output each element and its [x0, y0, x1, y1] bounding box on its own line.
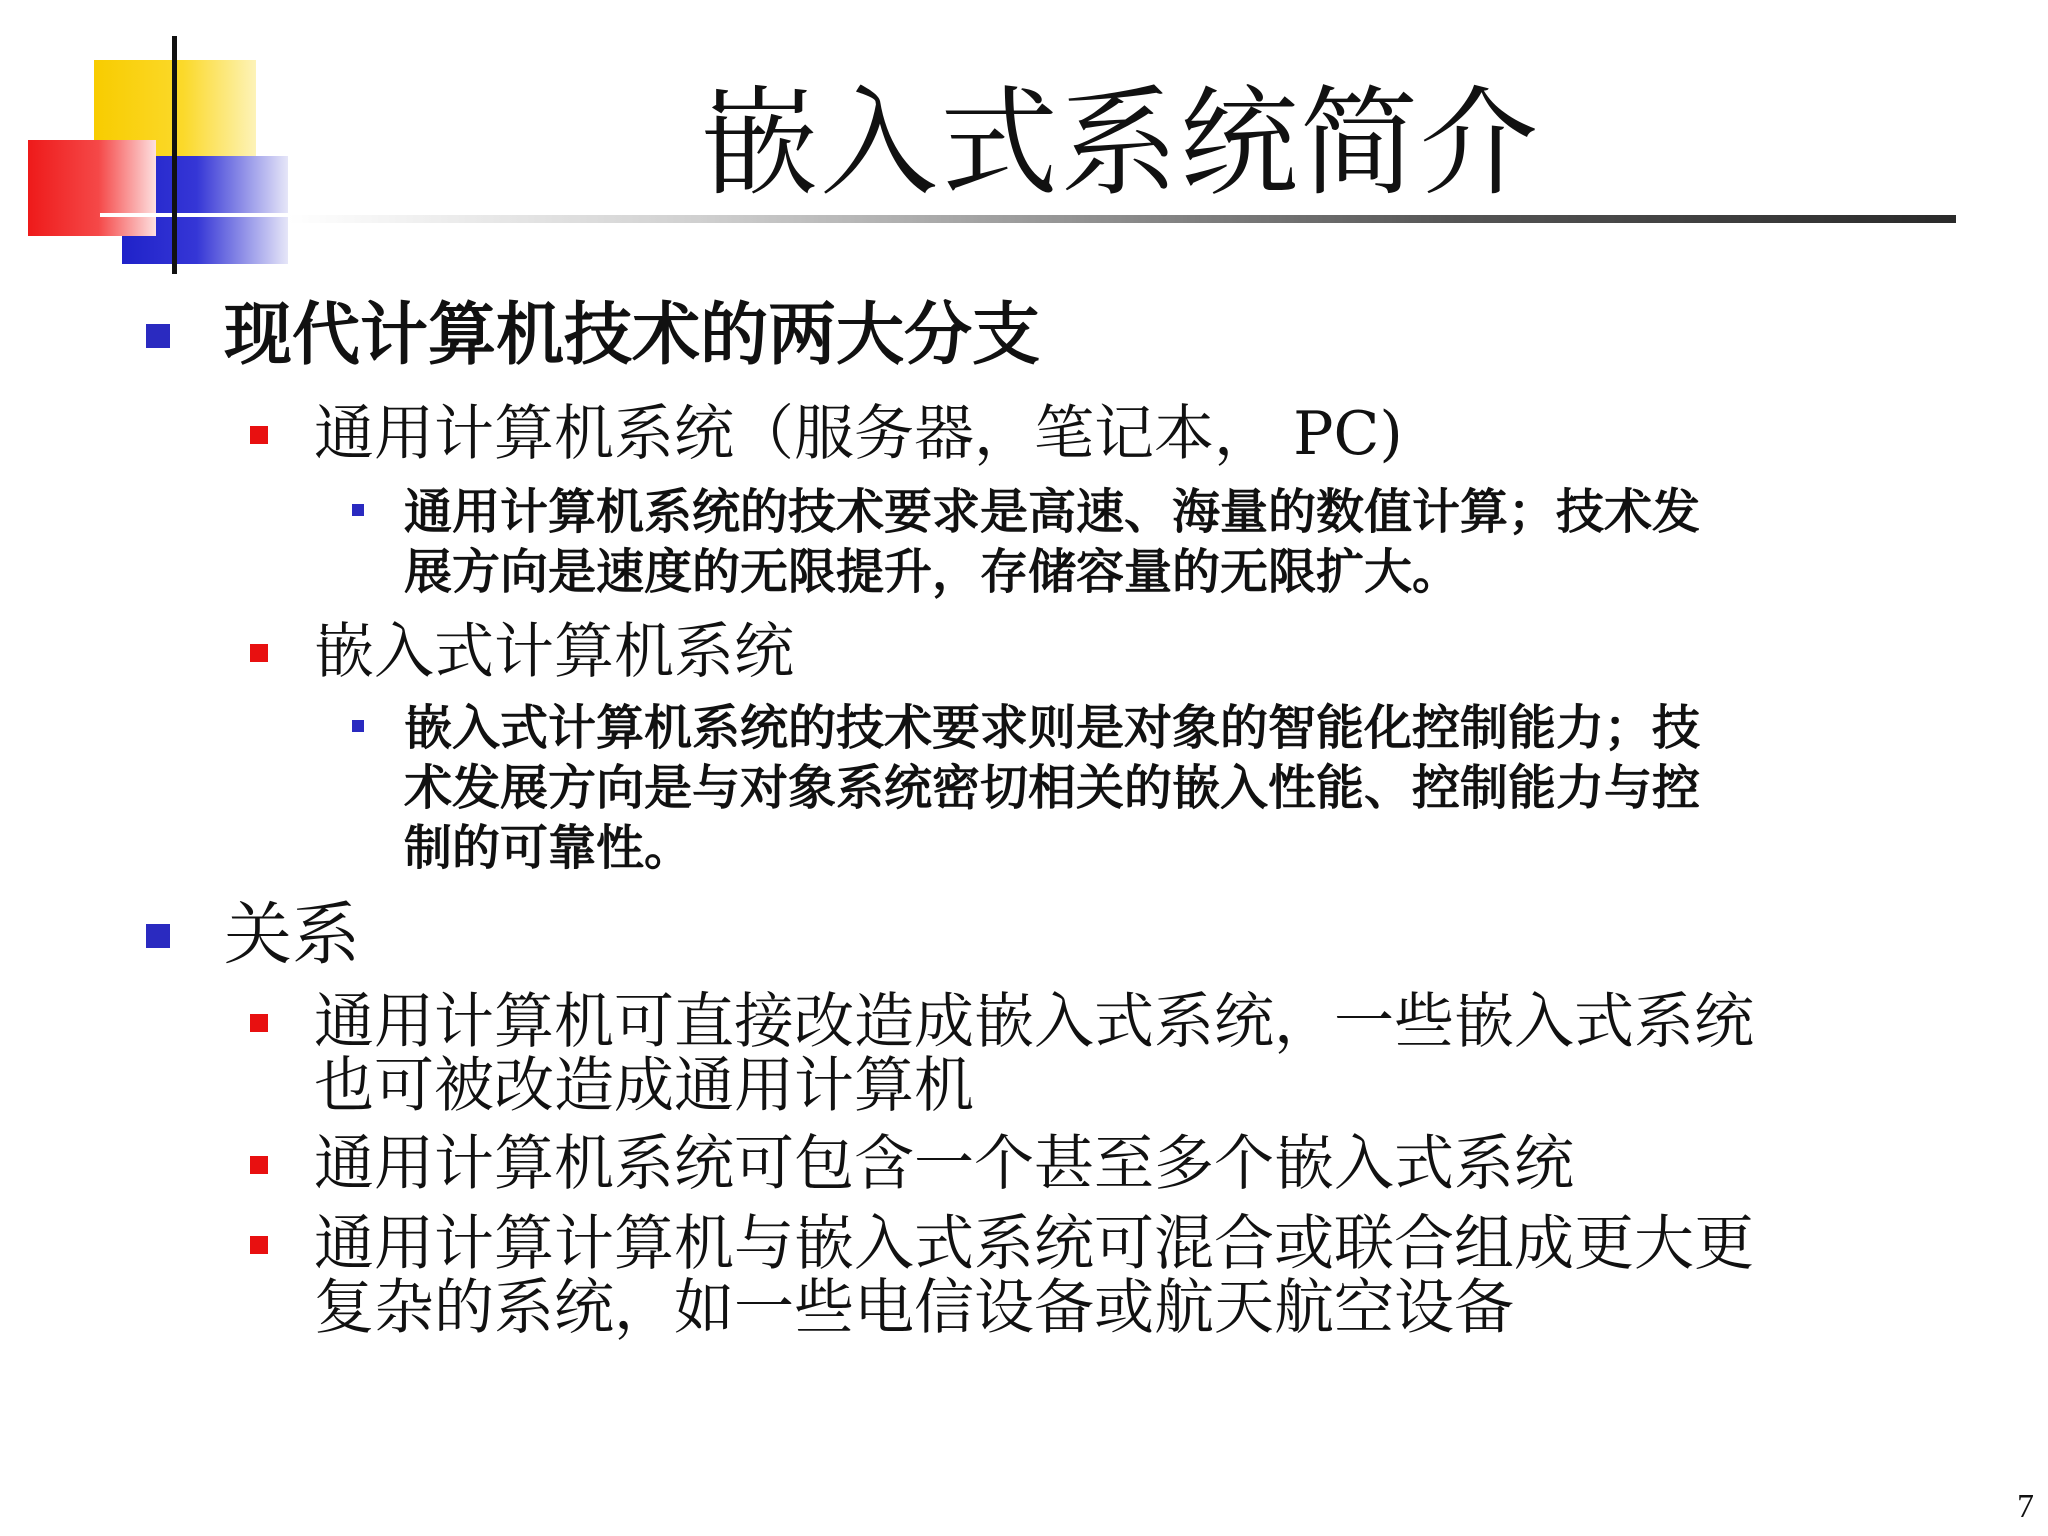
bullet-heading-relation [146, 896, 360, 976]
bullet-text: 通用计算计算机与嵌入式系统可混合或联合组成更大更 [314, 1209, 1754, 1279]
bullet-text: 嵌入式计算机系统 [314, 617, 794, 687]
square-bullet-icon [250, 644, 268, 662]
decor-white-line [100, 213, 290, 217]
bullet-heading-branches [146, 296, 1040, 376]
bullet-embedded-computer [250, 617, 794, 687]
detail-line: 制的可靠性。 [404, 820, 693, 876]
bullet-general-computer [250, 399, 1403, 469]
bullet-relation-contain [250, 1129, 1574, 1199]
decor-red-square [28, 140, 156, 236]
square-bullet-icon [250, 1014, 268, 1032]
bullet-relation-combine [250, 1209, 1754, 1343]
square-bullet-icon [250, 426, 268, 444]
detail-line: 通用计算机系统的技术要求是高速、海量的数值计算；技术发 [404, 484, 1701, 540]
detail-line: 术发展方向是与对象系统密切相关的嵌入性能、控制能力与控 [404, 760, 1701, 816]
bullet-general-computer-detail [352, 482, 1700, 602]
bullet-text: 通用计算机系统可包含一个甚至多个嵌入式系统 [314, 1129, 1574, 1199]
decor-vertical-line [172, 36, 177, 274]
bullet-text: 也可被改造成通用计算机 [314, 1051, 974, 1121]
detail-line: 嵌入式计算机系统的技术要求则是对象的智能化控制能力；技 [404, 700, 1701, 756]
square-bullet-icon [146, 924, 170, 948]
title-underline [288, 215, 1956, 223]
square-bullet-icon [250, 1236, 268, 1254]
square-bullet-icon [352, 720, 364, 732]
square-bullet-icon [146, 324, 170, 348]
heading-text: 关系 [224, 896, 361, 975]
bullet-text: 通用计算机可直接改造成嵌入式系统，一些嵌入式系统 [314, 987, 1754, 1057]
page-number: 7 [2017, 1488, 2034, 1525]
heading-text: 现代计算机技术的两大分支 [224, 296, 1041, 375]
bullet-text: 复杂的系统，如一些电信设备或航天航空设备 [314, 1273, 1514, 1343]
bullet-text: 通用计算机系统（服务器，笔记本， PC) [314, 399, 1403, 469]
detail-line: 展方向是速度的无限提升，存储容量的无限扩大。 [404, 544, 1461, 600]
bullet-embedded-computer-detail [352, 698, 1700, 878]
square-bullet-icon [250, 1156, 268, 1174]
bullet-relation-convert [250, 987, 1754, 1121]
square-bullet-icon [352, 504, 364, 516]
slide-title: 嵌入式系统简介 [700, 74, 1541, 212]
